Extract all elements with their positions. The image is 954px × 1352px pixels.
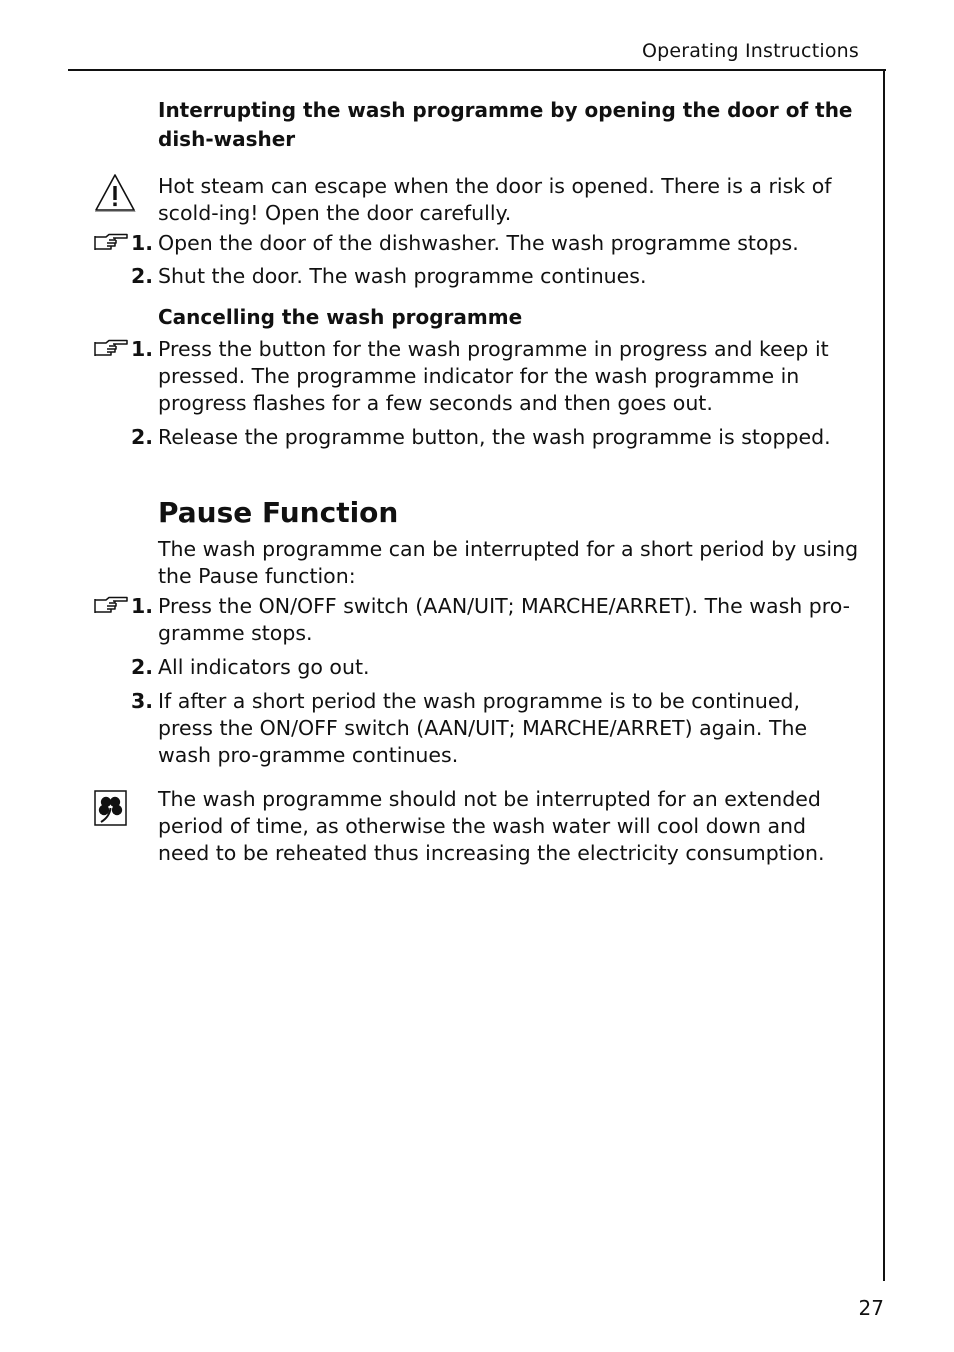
step-number: 1. (131, 231, 154, 255)
step-number: 2. (131, 655, 154, 679)
step-text: Open the door of the dishwasher. The wash programme stops. (158, 231, 799, 255)
step-text: Press the ON/OFF switch (AAN/UIT; MARCHE/ARRET). The wash pro-gramme stops. (158, 594, 851, 645)
step-text: Release the programme button, the wash programme is stopped. (158, 425, 831, 449)
step-text: All indicators go out. (158, 655, 370, 679)
step-number: 3. (131, 689, 154, 713)
pointing-hand-icon (93, 339, 129, 359)
step-text: If after a short period the wash programme is to be continued, press the ON/OFF switch (AAN/UIT; MARCHE/ARRET) again. The wash pro-gramme continues. (158, 689, 808, 767)
header-rule (68, 69, 886, 71)
header-title: Operating Instructions (641, 40, 859, 62)
step-text: Shut the door. The wash programme continues. (158, 264, 647, 288)
page-number: 27 (858, 1296, 884, 1320)
step-number: 2. (131, 425, 154, 449)
cancel-heading: Cancelling the wash programme (158, 305, 523, 329)
pause-heading: Pause Function (158, 496, 399, 529)
eco-note: The wash programme should not be interrupted for an extended period of time, as otherwise the wash water will cool down and need to be reheated thus increasing the electricity consumption. (158, 787, 825, 865)
step-text: Press the button for the wash programme in progress and keep it pressed. The programme indicator for the wash programme in progress flashes for a few seconds and then goes out. (158, 337, 829, 415)
interrupt-heading: Interrupting the wash programme by opening the door of the dish-washer (158, 98, 853, 151)
margin-rule (883, 69, 885, 1281)
warning-text: Hot steam can escape when the door is opened. There is a risk of scold-ing! Open the door carefully. (158, 174, 832, 225)
step-number: 2. (131, 264, 154, 288)
step-number: 1. (131, 337, 154, 361)
warning-triangle-icon (93, 172, 137, 214)
pause-intro: The wash programme can be interrupted for a short period by using the Pause function: (158, 537, 859, 588)
step-number: 1. (131, 594, 154, 618)
pointing-hand-icon (93, 596, 129, 616)
pointing-hand-icon (93, 233, 129, 253)
clover-icon (94, 790, 127, 826)
